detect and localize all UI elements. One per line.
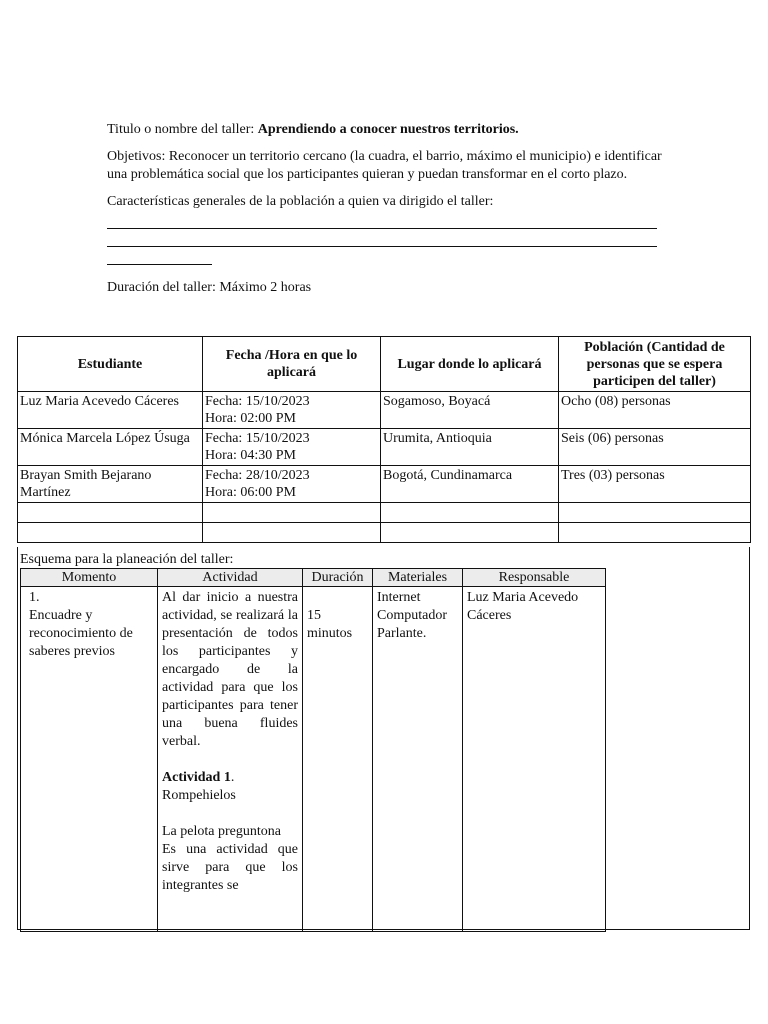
material-item: Parlante. (377, 626, 427, 641)
cell-population: Ocho (08) personas (559, 392, 751, 429)
cell-activity (158, 587, 303, 932)
activity-name: Rompehielos (162, 788, 236, 803)
cell-time: Hora: 02:00 PM (205, 411, 296, 426)
plan-row (21, 587, 606, 932)
title-label: Titulo o nombre del taller: (107, 122, 258, 137)
cell-materials (373, 587, 463, 932)
cell-time: Hora: 06:00 PM (205, 485, 296, 500)
cell-population: Tres (03) personas (559, 466, 751, 503)
cell-student: Mónica Marcela López Úsuga (18, 429, 203, 466)
plan-section (17, 547, 750, 930)
moment-text: Encuadre y reconocimiento de saberes previos (29, 608, 133, 659)
table-row (18, 429, 751, 466)
table-row (18, 392, 751, 429)
empty-row (18, 523, 751, 543)
activity-label: Actividad 1 (162, 770, 231, 785)
header-place: Lugar donde lo aplicará (381, 337, 559, 392)
activity-heading (162, 769, 298, 787)
cell-duration (303, 587, 373, 932)
header-date: Fecha /Hora en que lo aplicará (203, 337, 381, 392)
cell-date: Fecha: 15/10/2023 (205, 394, 310, 409)
header-duration: Duración (303, 569, 373, 587)
header-population: Población (Cantidad de personas que se espera participen del taller) (559, 337, 751, 392)
cell-place: Urumita, Antioquia (381, 429, 559, 466)
blank-line-3 (107, 247, 212, 265)
cell-time: Hora: 04:30 PM (205, 448, 296, 463)
intro-section (107, 121, 667, 297)
empty-row (18, 503, 751, 523)
activity-desc: Es una actividad que sirve para que los integrantes se (162, 842, 298, 893)
table-row (18, 466, 751, 503)
header-activity: Actividad (158, 569, 303, 587)
activity-label-suffix: . (230, 770, 235, 785)
table-header-row (18, 337, 751, 392)
duration-value: 15 minutos (307, 608, 353, 641)
plan-title: Esquema para la planeación del taller: (20, 552, 234, 567)
plan-header-row (21, 569, 606, 587)
cell-student: Luz Maria Acevedo Cáceres (18, 392, 203, 429)
plan-table (20, 568, 606, 932)
blank-line-1 (107, 211, 657, 229)
moment-number: 1. (29, 590, 40, 605)
header-responsible: Responsable (463, 569, 606, 587)
cell-responsible: Luz Maria Acevedo Cáceres (463, 587, 606, 932)
cell-datetime (203, 466, 381, 503)
cell-place: Sogamoso, Boyacá (381, 392, 559, 429)
objectives-text: Objetivos: Reconocer un territorio cercano (la cuadra, el barrio, máximo el municipio) e identificar una problemática social que los participantes quieran y puedan transformar en el corto plazo. (107, 149, 662, 182)
activity-game: La pelota preguntona (162, 824, 281, 839)
title-value: Aprendiendo a conocer nuestros territorios. (257, 122, 519, 137)
activity-intro: Al dar inicio a nuestra actividad, se realizará la presentación de todos los participantes y encargado de la actividad para que los participantes para tener una buena fluides verbal. (162, 590, 298, 749)
material-item: Internet (377, 590, 421, 605)
cell-moment (21, 587, 158, 932)
cell-place: Bogotá, Cundinamarca (381, 466, 559, 503)
cell-datetime (203, 429, 381, 466)
cell-population: Seis (06) personas (559, 429, 751, 466)
characteristics-label: Características generales de la población a quien va dirigido el taller: (107, 194, 494, 209)
header-student: Estudiante (18, 337, 203, 392)
duration-text: Duración del taller: Máximo 2 horas (107, 280, 312, 295)
cell-datetime (203, 392, 381, 429)
header-materials: Materiales (373, 569, 463, 587)
cell-date: Fecha: 28/10/2023 (205, 468, 310, 483)
students-table (17, 336, 751, 543)
header-moment: Momento (21, 569, 158, 587)
cell-student: Brayan Smith Bejarano Martínez (18, 466, 203, 503)
workshop-title (107, 121, 667, 139)
cell-date: Fecha: 15/10/2023 (205, 431, 310, 446)
blank-line-2 (107, 229, 657, 247)
material-item: Computador (377, 608, 447, 623)
